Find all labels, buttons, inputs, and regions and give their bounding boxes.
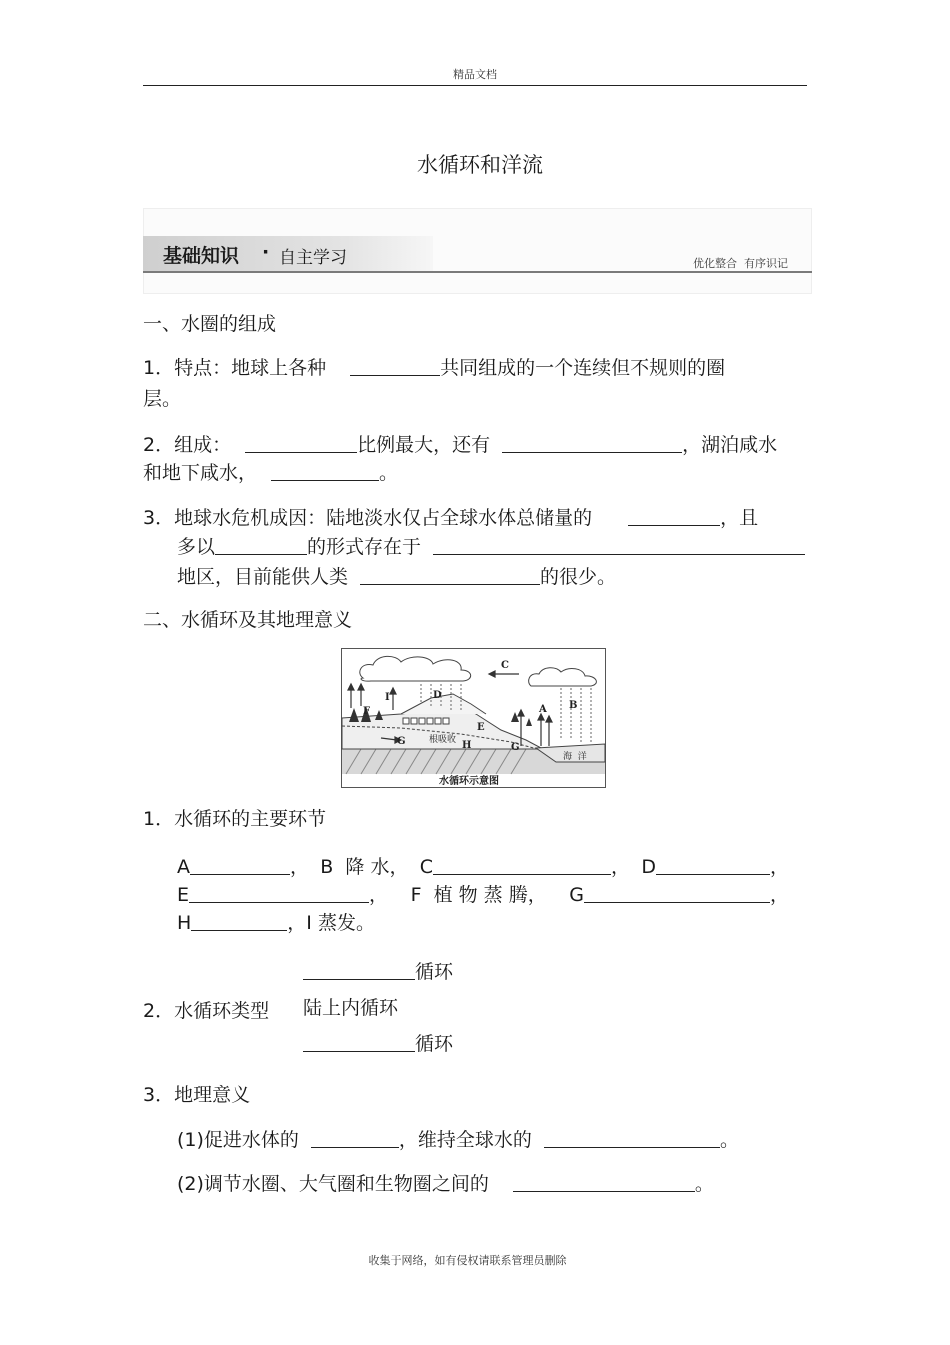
sub3-line2 [177,1172,714,1196]
comma-a: ， [290,856,310,878]
sub3-l1a: (1)促进水体的 [177,1129,299,1151]
diagram-label-root: 根吸收 [429,735,457,745]
banner-right: 优化整合 有序识记 [693,257,788,270]
s1-item2-d: 和地下咸水， [143,462,258,484]
sub3-line1 [177,1128,739,1152]
blank-cycle3[interactable] [303,1033,415,1052]
blank-g[interactable] [584,884,770,903]
blank-largest[interactable] [245,434,357,453]
blank-d[interactable] [656,856,770,875]
s1-item2-line2 [143,461,398,485]
s1-item3-f: 的很少。 [540,566,617,588]
diagram-label-sea: 海 洋 [563,752,587,762]
label-b: B 降 水， [320,856,409,878]
blank-others[interactable] [271,462,379,481]
diagram-label-f: F [363,706,371,717]
blank-renew[interactable] [311,1129,399,1148]
s1-item3-e: 地区，目前能供人类 [177,566,349,588]
diagram-label-b: B [569,700,578,711]
sub3-l1b: ，维持全球水的 [398,1129,532,1151]
comma-e: ， [369,884,389,906]
diagram-label-h: H [462,740,472,751]
sub3-l1c: 。 [719,1129,739,1151]
blank-a[interactable] [190,856,290,875]
diagram-label-d: D [433,690,442,701]
blank-h[interactable] [191,912,287,931]
s1-item1-a: 1．特点：地球上各种 [143,357,327,379]
s1-item3-d: 的形式存在于 [307,536,422,558]
comma-g: ， [769,884,789,906]
s1-item3-b: ，且 [720,507,759,529]
sub2-line1 [303,960,453,984]
label-c: C [419,856,434,878]
blank-fresh-ratio[interactable] [628,507,720,526]
s1-item3-line3 [177,565,616,589]
blank-form[interactable] [215,536,307,555]
blank-water-forms[interactable] [350,357,440,376]
water-cycle-svg [341,648,606,788]
diagram-label-a: A [539,704,547,715]
blank-usable[interactable] [360,566,540,585]
sub3-l2b: 。 [694,1173,714,1195]
sub2-line3 [303,1032,453,1056]
blank-e[interactable] [189,884,369,903]
sub2-inland: 陆上内循环 [303,997,399,1019]
s1-item2-e: 。 [379,462,399,484]
sub1-row1 [177,855,789,879]
page-footer: 收集于网络，如有侵权请联系管理员删除 [368,1254,567,1267]
blank-region[interactable] [433,536,805,555]
cycle1-text: 循环 [415,961,454,983]
sub1-row2 [177,883,789,907]
water-cycle-diagram [341,648,606,788]
diagram-label-g: G [397,736,406,747]
page-title: 水循环和洋流 [417,153,543,177]
diagram-label-g2: G [511,742,520,753]
diagram-label-e: E [477,722,485,733]
diagram-label-c: C [501,660,509,671]
blank-exchange[interactable] [513,1173,695,1192]
label-e: E [177,884,190,906]
header-rule [143,85,807,86]
page-header: 精品文档 [453,68,497,81]
sub1-heading: 1．水循环的主要环节 [143,808,327,830]
s1-item2-line1 [143,433,777,457]
section2-heading: 二、水循环及其地理意义 [143,609,353,631]
section-banner [143,208,812,294]
label-a: A [177,856,190,878]
s1-item2-a: 2．组成： [143,434,232,456]
blank-balance[interactable] [544,1129,720,1148]
s1-item1-line1 [143,356,725,380]
label-h: H [177,912,192,934]
s1-item2-b: 比例最大，还有 [357,434,491,456]
banner-main: 基础知识 [163,245,240,267]
section1-heading: 一、水圈的组成 [143,313,277,335]
s1-item3-line1 [143,506,758,530]
s1-item1-c: 层。 [143,388,182,410]
s1-item3-a: 3．地球水危机成因：陆地淡水仅占全球水体总储量的 [143,507,593,529]
banner-dot: · [262,241,270,263]
sub3-heading: 3．地理意义 [143,1084,251,1106]
comma-d: ， [769,856,789,878]
s1-item2-c: ，湖泊咸水 [682,434,778,456]
diagram-label-i: I [385,692,390,703]
s1-item3-c: 多以 [177,536,216,558]
label-i: ，I 蒸发。 [287,912,375,934]
label-g: G [569,884,584,906]
s1-item1-b: 共同组成的一个连续但不规则的圈 [440,357,726,379]
s1-item3-line2 [177,535,805,559]
diagram-caption: 水循环示意图 [439,776,499,787]
comma-c: ， [611,856,631,878]
sub3-l2a: (2)调节水圈、大气圈和生物圈之间的 [177,1173,489,1195]
blank-c[interactable] [433,856,611,875]
blank-also[interactable] [502,434,682,453]
banner-sub: 自主学习 [279,248,347,268]
sub1-row3 [177,911,375,935]
cycle3-text: 循环 [415,1033,454,1055]
blank-cycle1[interactable] [303,961,415,980]
label-f: F 植 物 蒸 腾， [410,884,547,906]
sub2-heading: 2．水循环类型 [143,1000,270,1022]
label-d: D [641,856,656,878]
